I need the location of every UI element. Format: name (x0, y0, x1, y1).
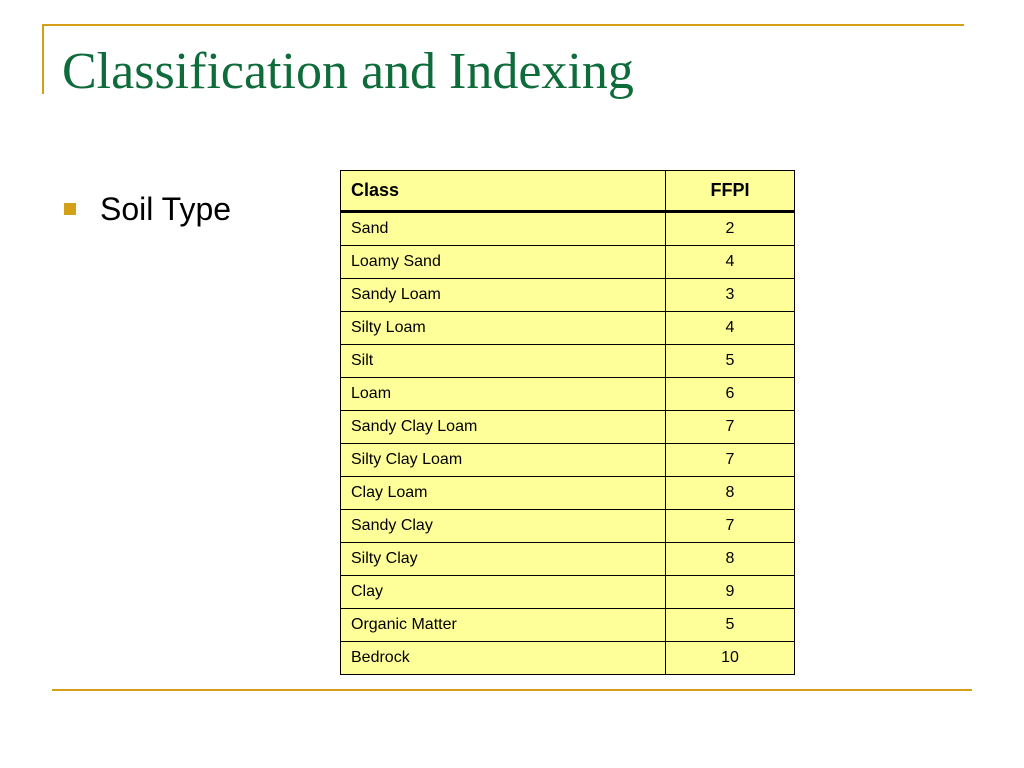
table-row (341, 279, 795, 312)
table-row (341, 378, 795, 411)
ffpi-cell: 5 (666, 345, 795, 378)
ffpi-cell: 6 (666, 378, 795, 411)
class-cell: Sandy Clay Loam (341, 411, 666, 444)
class-cell: Bedrock (341, 642, 666, 675)
frame-bottom-rule (52, 689, 972, 691)
ffpi-cell: 2 (666, 212, 795, 246)
class-cell: Silt (341, 345, 666, 378)
ffpi-cell: 7 (666, 444, 795, 477)
class-cell: Clay (341, 576, 666, 609)
frame-top-rule (42, 24, 964, 26)
table-row (341, 510, 795, 543)
ffpi-cell: 4 (666, 246, 795, 279)
class-cell: Organic Matter (341, 609, 666, 642)
square-bullet-icon (64, 203, 76, 215)
table-header-row (341, 171, 795, 212)
table-row (341, 444, 795, 477)
class-cell: Silty Clay Loam (341, 444, 666, 477)
soil-ffpi-table (340, 170, 795, 675)
ffpi-cell: 7 (666, 510, 795, 543)
table-row (341, 576, 795, 609)
table-row (341, 345, 795, 378)
bullet-item (64, 186, 231, 232)
table-row (341, 543, 795, 576)
table-row (341, 609, 795, 642)
ffpi-cell: 3 (666, 279, 795, 312)
class-cell: Loamy Sand (341, 246, 666, 279)
ffpi-cell: 4 (666, 312, 795, 345)
table-row (341, 312, 795, 345)
ffpi-cell: 5 (666, 609, 795, 642)
header-class: Class (341, 171, 666, 212)
ffpi-cell: 8 (666, 543, 795, 576)
class-cell: Sand (341, 212, 666, 246)
ffpi-cell: 7 (666, 411, 795, 444)
bullet-text: Soil Type (100, 190, 232, 227)
ffpi-cell: 8 (666, 477, 795, 510)
class-cell: Sandy Loam (341, 279, 666, 312)
ffpi-cell: 10 (666, 642, 795, 675)
class-cell: Silty Loam (341, 312, 666, 345)
table-row (341, 411, 795, 444)
ffpi-cell: 9 (666, 576, 795, 609)
class-cell: Silty Clay (341, 543, 666, 576)
table-row (341, 477, 795, 510)
frame-left-rule (42, 24, 44, 94)
slide-title: Classification and Indexing (62, 43, 634, 100)
class-cell: Clay Loam (341, 477, 666, 510)
table-row (341, 212, 795, 246)
header-ffpi: FFPI (666, 171, 795, 212)
class-cell: Loam (341, 378, 666, 411)
table-row (341, 642, 795, 675)
table-row (341, 246, 795, 279)
class-cell: Sandy Clay (341, 510, 666, 543)
